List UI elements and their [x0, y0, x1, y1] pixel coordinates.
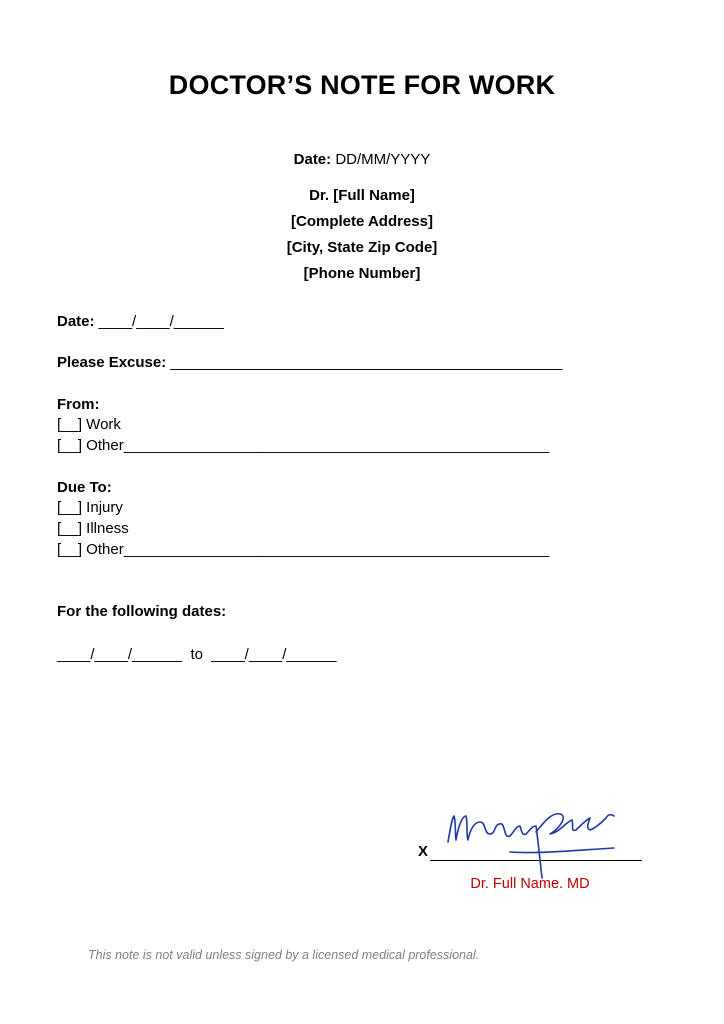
- validity-footnote: This note is not valid unless signed by a licensed medical professional.: [88, 948, 480, 962]
- signatory-name: Dr. Full Name. MD: [470, 876, 590, 892]
- header-date-line: [0, 151, 724, 168]
- document-title: DOCTOR’S NOTE FOR WORK: [168, 70, 556, 100]
- excuse-line: [57, 354, 563, 371]
- form-date-blank[interactable]: ____/____/______: [94, 313, 224, 330]
- due-to-label: Due To:: [57, 479, 112, 496]
- doctor-address: [Complete Address]: [291, 213, 433, 230]
- signature-x-mark: X: [418, 843, 429, 860]
- from-work-checkbox[interactable]: [__] Work: [57, 416, 121, 433]
- dates-range-blank[interactable]: ____/____/______ to ____/____/______: [57, 646, 337, 663]
- doctor-name: Dr. [Full Name]: [309, 187, 415, 204]
- due-injury-checkbox[interactable]: [__] Injury: [57, 499, 123, 516]
- header-date-label: Date:: [293, 151, 332, 168]
- due-other-checkbox[interactable]: [__] Other___________________________________________________: [57, 541, 550, 558]
- form-date-label: Date:: [57, 313, 95, 330]
- doctor-city: [City, State Zip Code]: [286, 239, 438, 256]
- from-label: From:: [57, 396, 100, 413]
- following-dates-label: For the following dates:: [57, 603, 227, 620]
- excuse-label: Please Excuse:: [57, 354, 167, 371]
- excuse-blank[interactable]: _______________________________________________: [166, 354, 563, 371]
- doctor-phone: [Phone Number]: [303, 265, 421, 282]
- from-other-checkbox[interactable]: [__] Other___________________________________________________: [57, 437, 550, 454]
- form-date-line: [57, 313, 224, 330]
- due-illness-checkbox[interactable]: [__] Illness: [57, 520, 129, 537]
- header-date-value: DD/MM/YYYY: [331, 151, 431, 168]
